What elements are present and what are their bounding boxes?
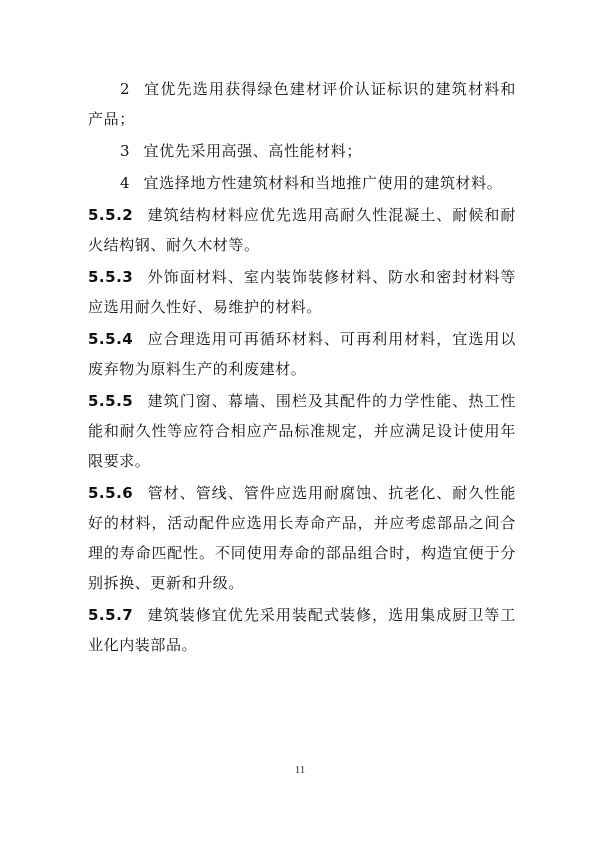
list-item-text: 宜优先选用获得绿色建材评价认证标识的建筑材料和产品； bbox=[88, 80, 516, 128]
list-item-3 bbox=[88, 136, 516, 166]
clause-5-5-5 bbox=[88, 386, 516, 476]
clause-text: 建筑门窗、幕墙、围栏及其配件的力学性能、热工性能和耐久性等应符合相应产品标准规定，并应满足设计使用年限要求。 bbox=[88, 392, 516, 470]
clause-number: 5.5.3 bbox=[88, 268, 134, 286]
clause-number: 5.5.7 bbox=[88, 606, 134, 624]
clause-text: 建筑结构材料应优先选用高耐久性混凝土、耐候和耐火结构钢、耐久木材等。 bbox=[88, 206, 516, 254]
clause-5-5-7 bbox=[88, 600, 516, 660]
list-item-2 bbox=[88, 74, 516, 134]
list-item-number: 2 bbox=[120, 80, 130, 98]
clause-number: 5.5.4 bbox=[88, 330, 134, 348]
page-number: 11 bbox=[294, 764, 306, 776]
clause-text: 应合理选用可再循环材料、可再利用材料，宜选用以废弃物为原料生产的利废建材。 bbox=[88, 330, 516, 378]
list-item-number: 3 bbox=[120, 142, 130, 160]
clause-5-5-6 bbox=[88, 478, 516, 598]
clause-number: 5.5.6 bbox=[88, 484, 134, 502]
clause-5-5-4 bbox=[88, 324, 516, 384]
document-body bbox=[88, 74, 516, 662]
list-item-number: 4 bbox=[120, 174, 130, 192]
clause-text: 管材、管线、管件应选用耐腐蚀、抗老化、耐久性能好的材料，活动配件应选用长寿命产品，并应考虑部品之间合理的寿命匹配性。不同使用寿命的部品组合时，构造宜便于分别拆换、更新和升级。 bbox=[88, 484, 516, 592]
clause-number: 5.5.2 bbox=[88, 206, 134, 224]
clause-text: 建筑装修宜优先采用装配式装修，选用集成厨卫等工业化内装部品。 bbox=[88, 606, 516, 654]
clause-5-5-3 bbox=[88, 262, 516, 322]
clause-5-5-2 bbox=[88, 200, 516, 260]
list-item-text: 宜优先采用高强、高性能材料； bbox=[143, 142, 362, 160]
list-item-4 bbox=[88, 168, 516, 198]
clause-number: 5.5.5 bbox=[88, 392, 134, 410]
list-item-text: 宜选择地方性建筑材料和当地推广使用的建筑材料。 bbox=[143, 174, 503, 192]
clause-text: 外饰面材料、室内装饰装修材料、防水和密封材料等应选用耐久性好、易维护的材料。 bbox=[88, 268, 516, 316]
